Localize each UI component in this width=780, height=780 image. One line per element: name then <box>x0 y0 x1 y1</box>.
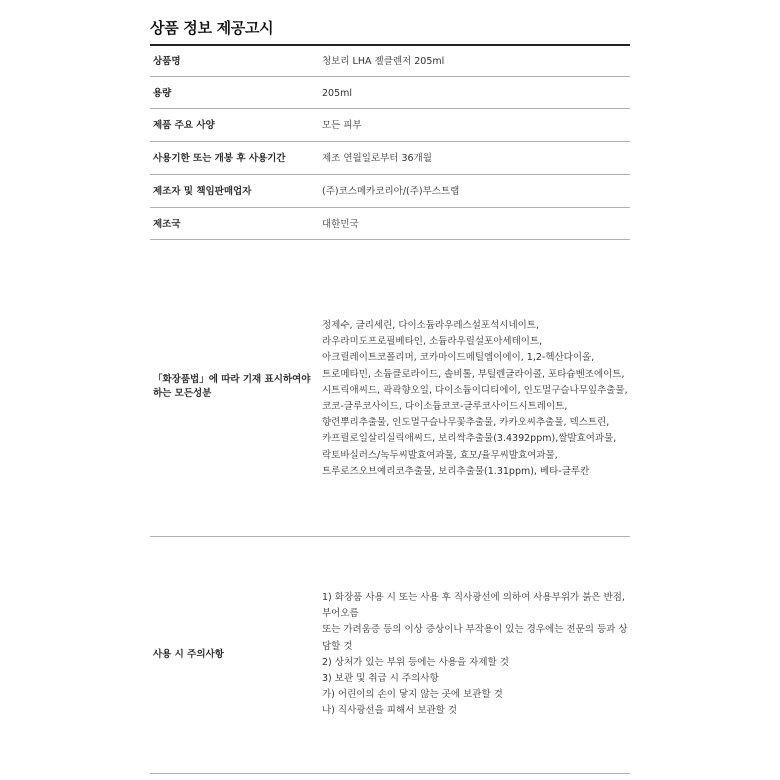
row-value: 제조 연월일로부터 36개월 <box>322 153 432 164</box>
caution-line: 3) 보관 및 취급 시 주의사항 <box>322 673 439 685</box>
caution-line: 가) 어린이의 손이 닿지 않는 곳에 보관할 것 <box>322 689 503 701</box>
row-label: 제조자 및 책임판매업자 <box>153 186 252 197</box>
row-value: 청보리 LHA 젤클렌저 205ml <box>322 56 445 67</box>
row-label: 「화장품법」에 따라 기재 표시하여야 하는 모든성분 <box>153 374 311 399</box>
row-label: 용량 <box>153 88 172 99</box>
ingredients-list: 정제수, 글리세린, 다이소듐라우레스설포석시네이트, 라우라미도프로필베타인, 소듐라우릴설포아세테이트, 아크릴레이트코폴리머, 코카마이드메틸엠이에이, 1,2-헥산다이올, 트로메타민, 소듐클로라이드, 솔비톨, 부틸렌글라이콜, 포타슘벤조에이트, 시트릭애씨드, 곽곽향오일, 다이소듐이디티에이, 인도멀구슬나무잎추출물, 코코-글루코사이드, 다이소듐코코-글루코사이드시트레이트, 향련뿌리추출물, 인도멀구슬나무꽃추출물, 카카오씨추출물, 덱스트린, 카프릴로일살리실릭애씨드, 보리싹추출물(3.4392ppm),쌀발효여과물, 락토바실러스/녹두씨발효여과물, 효모/율무씨발효여과물, 트루로즈오브예리코추출물, 보리추출물(1.31ppm), 베타-글루칸 <box>322 320 628 477</box>
caution-line: 나) 직사광선을 피해서 보관할 것 <box>322 705 458 717</box>
caution-line: 2) 상처가 있는 부위 등에는 사용을 자제할 것 <box>322 656 509 668</box>
row-label: 사용 시 주의사항 <box>153 649 224 660</box>
page-title: 상품 정보 제공고시 <box>150 19 274 37</box>
row-label: 제품 주요 사양 <box>153 120 215 131</box>
row-label: 제조국 <box>153 219 181 230</box>
table-row-expiry <box>150 142 630 175</box>
table-row-cautions <box>150 537 630 774</box>
table-row-product-name <box>150 46 630 77</box>
row-value: (주)코스메카코리아/(주)부스트랩 <box>322 186 460 197</box>
table-row-country <box>150 208 630 240</box>
caution-line: 1) 화장품 사용 시 또는 사용 후 직사광선에 의하여 사용부위가 붉은 반점, 부어오름 <box>322 592 625 620</box>
cautions-list <box>322 590 628 720</box>
table-row-volume <box>150 77 630 109</box>
row-value: 대한민국 <box>322 219 359 230</box>
row-label: 상품명 <box>153 56 181 67</box>
table-row-spec <box>150 109 630 142</box>
row-label: 사용기한 또는 개봉 후 사용기간 <box>153 153 286 164</box>
table-row-ingredients <box>150 240 630 537</box>
row-value: 모든 피부 <box>322 120 362 131</box>
table-row-manufacturer <box>150 175 630 208</box>
caution-line: 또는 가려움증 등의 이상 증상이나 부작용이 있는 경우에는 전문의 등과 상담할 것 <box>322 624 628 652</box>
row-value: 205ml <box>322 88 353 99</box>
